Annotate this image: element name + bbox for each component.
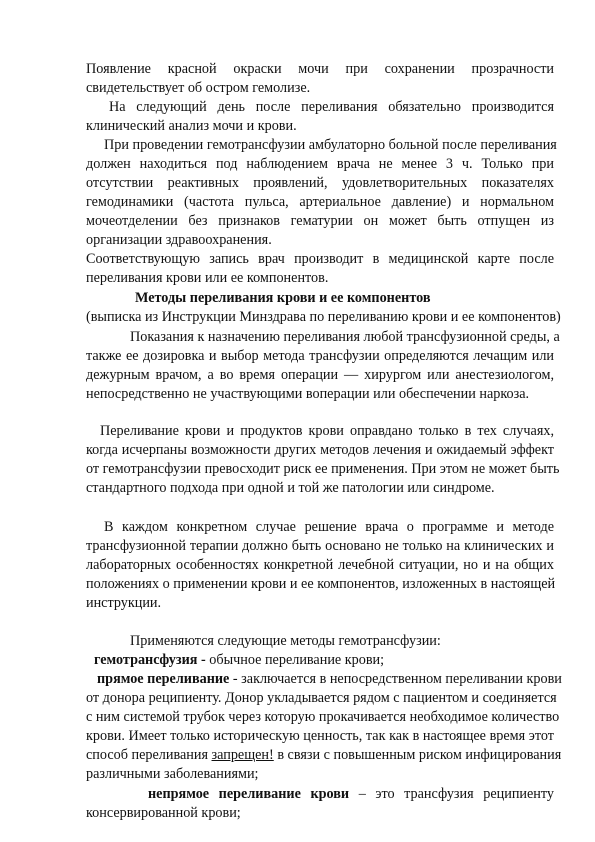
text-line: трансфузионной терапии должно быть основано не только на клинических и <box>86 538 554 554</box>
text-line: На следующий день после переливания обязательно производится <box>109 99 554 115</box>
method-text: обычное переливание крови; <box>205 652 385 668</box>
text-line: Соответствующую запись врач производит в медицинской карте после <box>86 251 554 267</box>
text-span: способ переливания <box>86 747 212 763</box>
text-line: инструкции. <box>86 595 162 611</box>
text-line: лабораторных особенностях конкретной лечебной ситуации, но и на общих <box>86 557 554 573</box>
text-line: Показания к назначению переливания любой трансфузионной среды, а <box>130 329 560 345</box>
text-line: В каждом конкретном случае решение врача о программе и методе <box>104 519 554 535</box>
text-line: от гемотрансфузии превосходит риск ее применения. При этом не может быть <box>86 461 560 477</box>
method-text: – это трансфузия реципиенту <box>349 786 555 802</box>
text-line: непосредственно не участвующими воперации или обеспечении наркоза. <box>86 386 530 402</box>
section-heading: Методы переливания крови и ее компонентов <box>135 290 431 306</box>
text-line: от донора реципиенту. Донор укладывается рядом с пациентом и соединяется <box>86 690 557 706</box>
text-line: мочеотделении без признаков гематурии он может быть отпущен из <box>86 213 554 229</box>
text-line: с ним системой трубок через которую прокачивается необходимое количество <box>86 709 560 725</box>
method-item <box>97 670 562 689</box>
text-line: дежурным врачом, а во время операции — хирургом или анестезиологом, <box>86 367 554 383</box>
text-line: свидетельствует об остром гемолизе. <box>86 80 311 96</box>
text-line: положениях о применении крови и ее компонентов, изложенных в настоящей <box>86 576 556 592</box>
method-term: прямое переливание <box>97 671 230 687</box>
text-line: стандартного подхода при одной и той же патологии или синдроме. <box>86 480 495 496</box>
text-line: организации здравоохранения. <box>86 232 272 248</box>
text-line: должен находиться под наблюдением врача не менее 3 ч. Только при <box>86 156 554 172</box>
text-line: отсутствии реактивных проявлений, удовлетворительных показателях <box>86 175 554 191</box>
method-term: гемотрансфузия - <box>94 652 206 668</box>
banned-emphasis: запрещен! <box>211 747 274 763</box>
methods-intro: Применяются следующие методы гемотрансфузии: <box>130 633 441 649</box>
text-line <box>86 746 561 765</box>
text-line: когда исчерпаны возможности других методов лечения и ожидаемый эффект <box>86 442 554 458</box>
method-item <box>148 785 554 804</box>
text-line: переливания крови или ее компонентов. <box>86 270 329 286</box>
section-subheading: (выписка из Инструкции Минздрава по переливанию крови и ее компонентов) <box>86 309 561 325</box>
text-line: также ее дозировка и выбор метода трансфузии определяются лечащим или <box>86 348 554 364</box>
text-line: Появление красной окраски мочи при сохранении прозрачности <box>86 61 554 77</box>
text-span: в связи с повышенным риском инфицирования <box>273 747 562 763</box>
text-line: крови. Имеет только историческую ценность, так как в настоящее время этот <box>86 728 554 744</box>
text-line: консервированной крови; <box>86 805 241 821</box>
text-line: различными заболеваниями; <box>86 766 259 782</box>
text-line: гемодинамики (частота пульса, артериальное давление) и нормальном <box>86 194 554 210</box>
text-line: клинический анализ мочи и крови. <box>86 118 297 134</box>
text-line: При проведении гемотрансфузии амбулаторно больной после переливания <box>104 137 557 153</box>
text-line: Переливание крови и продуктов крови оправдано только в тех случаях, <box>100 423 554 439</box>
method-text: - заключается в непосредственном переливании крови <box>229 671 562 687</box>
method-item <box>94 651 384 670</box>
method-term: непрямое переливание крови <box>148 786 350 802</box>
